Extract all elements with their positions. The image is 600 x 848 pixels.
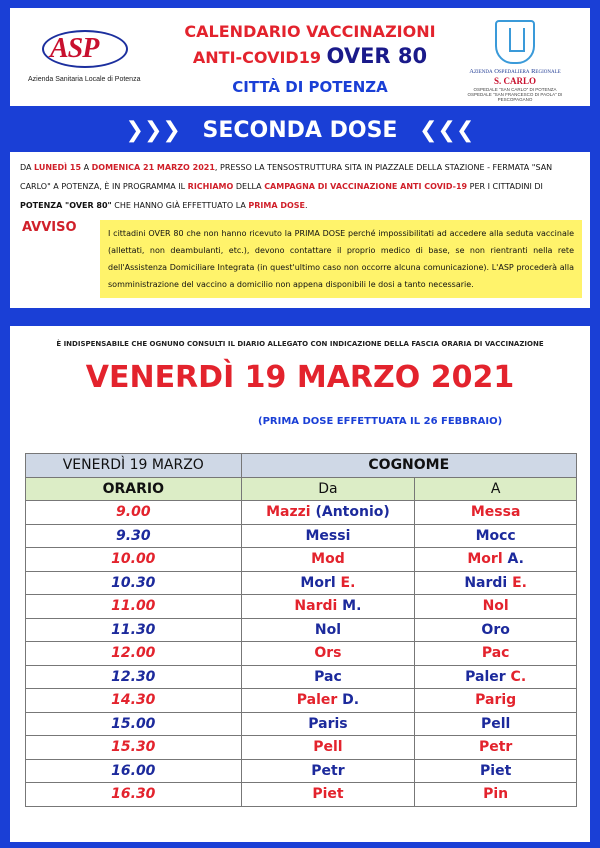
asp-logo-text: ASP <box>50 33 99 64</box>
row-from-surname: Ors <box>314 645 342 662</box>
row-from <box>241 665 415 689</box>
row-from <box>241 759 415 783</box>
info-card <box>10 152 590 308</box>
row-from-surname: Pac <box>314 668 342 685</box>
table-row <box>26 712 577 736</box>
info-text: DELLA <box>233 182 265 191</box>
table-header-row <box>26 454 577 478</box>
row-time-text: 12.30 <box>111 668 156 685</box>
row-from-surname: Mod <box>311 551 345 568</box>
day-subtitle: (PRIMA DOSE EFFETTUATA IL 26 FEBBRAIO) <box>258 416 503 427</box>
row-to-surname: Pac <box>481 645 510 662</box>
row-time-text: 10.30 <box>111 574 156 591</box>
row-to-surname: Pin <box>483 786 509 803</box>
row-time <box>26 665 242 689</box>
left-arrows-icon: ❯❯❯ <box>125 118 181 143</box>
row-time <box>26 642 242 666</box>
row-time-text: 15.30 <box>111 739 156 756</box>
schedule-note: È INDISPENSABILE CHE OGNUNO CONSULTI IL DIARIO ALLEGATO CON INDICAZIONE DELLA FASCIA ORARIA DI VACCINAZIONE <box>56 340 544 348</box>
row-from <box>241 712 415 736</box>
row-time-text: 9.00 <box>116 504 151 521</box>
row-time <box>26 595 242 619</box>
row-to-surname: Nardi <box>464 574 508 591</box>
sc-line3-b: OSPEDALE "SAN FRANCESCO DI PAOLA" DI PESCOPAGANO <box>467 92 563 102</box>
table-row <box>26 736 577 760</box>
title-line2 <box>160 44 460 68</box>
avviso-text: I cittadini OVER 80 che non hanno ricevuto la PRIMA DOSE perché impossibilitati ad accedere alla seduta vaccinale (allettati, non deambulanti, etc.), devono contattare il proprio medico di base, se non rientranti nella rete dell'Assistenza Domiciliare Integrata (in quest'ultimo caso non occorre alcuna comunicazione). L'ASP procederà alla somministrazione del vaccino a domicilio non appena disponibili le dosi a tanto necessarie. <box>100 220 582 298</box>
info-text: , PRESSO LA TENSOSTRUTTURA SITA IN PIAZZALE DELLA STAZIONE - FERMATA "SAN CARLO" A POTENZA, È IN PROGRAMMA IL <box>20 163 553 191</box>
row-to <box>415 595 577 619</box>
row-from <box>241 595 415 619</box>
row-to-suffix: C. <box>505 668 527 685</box>
row-from-surname: Nardi <box>294 598 338 615</box>
sc-line3 <box>460 87 570 102</box>
info-text: PER I CITTADINI DI <box>467 182 543 191</box>
sc-line3-a: OSPEDALE "SAN CARLO" DI POTENZA <box>473 87 557 92</box>
row-time <box>26 689 242 713</box>
table-row <box>26 665 577 689</box>
row-to-surname: Piet <box>480 762 512 779</box>
row-from <box>241 571 415 595</box>
row-from-suffix: M. <box>337 598 362 615</box>
a-header: A <box>415 477 577 501</box>
header-card <box>10 8 590 106</box>
san-carlo-shield-icon <box>495 20 535 64</box>
row-from-surname: Messi <box>305 527 351 544</box>
info-text: CHE HANNO GIÀ EFFETTUATO LA <box>111 201 249 210</box>
info-richiamo: RICHIAMO <box>187 182 234 191</box>
title-line1: CALENDARIO VACCINAZIONI <box>184 22 436 41</box>
row-time <box>26 618 242 642</box>
row-to-surname: Petr <box>478 739 513 756</box>
row-to <box>415 689 577 713</box>
info-text: DA <box>20 163 35 172</box>
row-from <box>241 501 415 525</box>
row-from <box>241 524 415 548</box>
info-paragraph <box>20 158 580 215</box>
row-from <box>241 642 415 666</box>
row-to-surname: Mocc <box>475 527 516 544</box>
asp-subtitle: Azienda Sanitaria Locale di Potenza <box>28 76 141 83</box>
row-time-text: 14.30 <box>111 692 156 709</box>
table-row <box>26 642 577 666</box>
table-row <box>26 595 577 619</box>
row-from-suffix: D. <box>337 692 360 709</box>
row-time <box>26 736 242 760</box>
row-time-text: 16.00 <box>111 762 156 779</box>
san-carlo-logo <box>460 16 570 102</box>
sc-line1: Azienda Ospedaliera Regionale <box>469 68 561 75</box>
row-to-surname: Messa <box>470 504 521 521</box>
row-to <box>415 548 577 572</box>
schedule-card <box>10 326 590 842</box>
row-from-surname: Pell <box>313 739 343 756</box>
da-header: Da <box>241 477 415 501</box>
row-from <box>241 618 415 642</box>
right-arrows-icon: ❮❮❮ <box>419 118 475 143</box>
row-from-surname: Mazzi <box>266 504 311 521</box>
row-time-text: 9.30 <box>116 527 151 544</box>
row-to <box>415 642 577 666</box>
row-from <box>241 736 415 760</box>
row-from-suffix: (Antonio) <box>310 504 390 521</box>
row-to <box>415 712 577 736</box>
row-time <box>26 783 242 807</box>
info-text: . <box>304 201 308 210</box>
row-from-surname: Morl <box>300 574 336 591</box>
row-from-surname: Petr <box>311 762 345 779</box>
asp-logo <box>28 24 148 94</box>
row-to <box>415 759 577 783</box>
row-time-text: 11.30 <box>111 621 156 638</box>
info-date-end: DOMENICA 21 MARZO 2021 <box>91 163 215 172</box>
row-time-text: 12.00 <box>111 645 156 662</box>
row-to-surname: Oro <box>481 621 510 638</box>
orario-header: ORARIO <box>26 477 242 501</box>
row-to-suffix: A. <box>502 551 524 568</box>
table-day-header: VENERDÌ 19 MARZO <box>26 454 242 478</box>
table-row <box>26 759 577 783</box>
title-line2-b: OVER 80 <box>326 44 428 68</box>
table-row <box>26 689 577 713</box>
info-campaign: CAMPAGNA DI VACCINAZIONE ANTI COVID-19 <box>264 182 468 191</box>
row-to-surname: Nol <box>482 598 509 615</box>
title-city: CITTÀ DI POTENZA <box>232 78 388 96</box>
row-to-suffix: E. <box>507 574 527 591</box>
row-from <box>241 548 415 572</box>
sc-line2: S. CARLO <box>493 76 536 86</box>
table-row <box>26 783 577 807</box>
row-time <box>26 571 242 595</box>
row-time <box>26 712 242 736</box>
row-from-surname: Piet <box>312 786 344 803</box>
row-to <box>415 501 577 525</box>
info-date-start: LUNEDÌ 15 <box>34 163 82 172</box>
row-from-surname: Paris <box>308 715 348 732</box>
row-time-text: 11.00 <box>111 598 156 615</box>
row-to-surname: Pell <box>480 715 511 732</box>
info-prima-dose: PRIMA DOSE <box>248 201 305 210</box>
banner-label: SECONDA DOSE <box>202 118 398 143</box>
row-from <box>241 689 415 713</box>
table-subheader-row <box>26 477 577 501</box>
row-to-surname: Parig <box>475 692 517 709</box>
row-time <box>26 501 242 525</box>
row-time-text: 10.00 <box>111 551 156 568</box>
row-from-suffix: E. <box>335 574 356 591</box>
title-line2-a: ANTI-COVID19 <box>192 48 321 67</box>
row-to <box>415 618 577 642</box>
row-to <box>415 524 577 548</box>
seconda-dose-banner <box>0 112 600 150</box>
row-to <box>415 783 577 807</box>
row-time-text: 15.00 <box>111 715 156 732</box>
row-from-surname: Paler <box>296 692 338 709</box>
avviso-label: AVVISO <box>22 220 77 235</box>
row-to-surname: Paler <box>465 668 506 685</box>
info-target: POTENZA "OVER 80" <box>20 201 112 210</box>
row-time-text: 16.30 <box>111 786 156 803</box>
row-time <box>26 548 242 572</box>
day-title: VENERDÌ 19 MARZO 2021 <box>85 360 515 395</box>
row-to <box>415 665 577 689</box>
table-row <box>26 618 577 642</box>
row-time <box>26 524 242 548</box>
row-time <box>26 759 242 783</box>
row-to <box>415 571 577 595</box>
row-from-surname: Nol <box>314 621 341 638</box>
table-row <box>26 571 577 595</box>
schedule-table <box>25 453 577 807</box>
table-row <box>26 548 577 572</box>
cognome-header: COGNOME <box>241 454 576 478</box>
table-row <box>26 524 577 548</box>
row-to-surname: Morl <box>467 551 503 568</box>
table-row <box>26 501 577 525</box>
info-text: A <box>81 163 92 172</box>
row-from <box>241 783 415 807</box>
row-to <box>415 736 577 760</box>
